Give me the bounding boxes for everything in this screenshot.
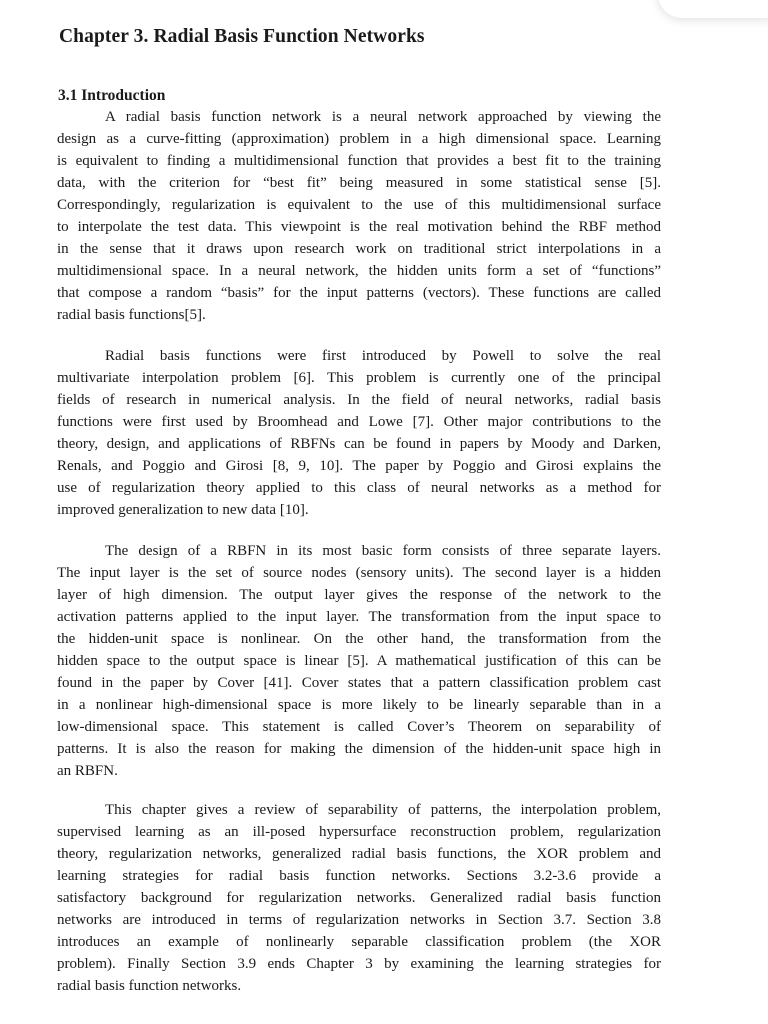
paragraph-line: radial basis functions[5]. — [57, 307, 206, 323]
paragraph-line: hidden space to the output space is linear [5]. A mathematical justification of this can be — [57, 653, 661, 669]
section-heading: 3.1 Introduction — [58, 87, 166, 104]
paragraph-line: low-dimensional space. This statement is called Cover’s Theorem on separability of — [57, 719, 661, 735]
paragraph-line: theory, regularization networks, generalized radial basis functions, the XOR problem and — [57, 846, 661, 862]
paragraph-line: in the sense that it draws upon research work on traditional strict interpolations in a — [57, 241, 661, 257]
paragraph-line: Radial basis functions were first introduced by Powell to solve the real — [105, 348, 661, 364]
paragraph-line: The design of a RBFN in its most basic form consists of three separate layers. — [105, 543, 661, 559]
paragraph-2 — [57, 345, 661, 521]
paragraph-line: introduces an example of nonlinearly separable classification problem (the XOR — [57, 934, 661, 950]
chapter-title: Chapter 3. Radial Basis Function Networks — [59, 26, 425, 47]
paragraph-line: radial basis function networks. — [57, 978, 242, 994]
paragraph-line: in a nonlinear high-dimensional space is more likely to be linearly separable than in a — [57, 697, 661, 713]
paragraph-line: satisfactory background for regularization networks. Generalized radial basis function — [57, 890, 661, 906]
paragraph-line: layer of high dimension. The output layer gives the response of the network to the — [57, 587, 661, 603]
corner-overlay — [658, 0, 768, 18]
paragraph-line: Correspondingly, regularization is equivalent to the use of this multidimensional surface — [57, 197, 661, 213]
paragraph-line: multidimensional space. In a neural network, the hidden units form a set of “functions” — [57, 263, 661, 279]
paragraph-line: theory, design, and applications of RBFNs can be found in papers by Moody and Darken, — [57, 436, 661, 452]
paragraph-3 — [57, 540, 661, 782]
paragraph-4 — [57, 799, 661, 997]
paragraph-line: The input layer is the set of source nodes (sensory units). The second layer is a hidden — [57, 565, 661, 581]
paragraph-line: networks are introduced in terms of regularization networks in Section 3.7. Section 3.8 — [57, 912, 661, 928]
paragraph-line: data, with the criterion for “best fit” being measured in some statistical sense [5]. — [57, 175, 661, 191]
paragraph-line: design as a curve-fitting (approximation) problem in a high dimensional space. Learning — [57, 131, 661, 147]
paragraph-line: Renals, and Poggio and Girosi [8, 9, 10]. The paper by Poggio and Girosi explains the — [57, 458, 661, 474]
paragraph-line: is equivalent to finding a multidimensional function that provides a best fit to the training — [57, 153, 661, 169]
paragraph-line: multivariate interpolation problem [6]. This problem is currently one of the principal — [57, 370, 661, 386]
paragraph-line: problem). Finally Section 3.9 ends Chapter 3 by examining the learning strategies for — [57, 956, 661, 972]
paragraph-line: the hidden-unit space is nonlinear. On the other hand, the transformation from the — [57, 631, 661, 647]
paragraph-line: to interpolate the test data. This viewpoint is the real motivation behind the RBF method — [57, 219, 661, 235]
paragraph-line: This chapter gives a review of separability of patterns, the interpolation problem, — [105, 802, 661, 818]
paragraph-line: patterns. It is also the reason for making the dimension of the hidden-unit space high in — [57, 741, 661, 757]
paragraph-line: that compose a random “basis” for the input patterns (vectors). These functions are called — [57, 285, 661, 301]
paragraph-line: use of regularization theory applied to this class of neural networks as a method for — [57, 480, 661, 496]
paragraph-line: an RBFN. — [57, 763, 118, 779]
paragraph-line: functions were first used by Broomhead and Lowe [7]. Other major contributions to the — [57, 414, 661, 430]
paragraph-line: found in the paper by Cover [41]. Cover states that a pattern classification problem cast — [57, 675, 661, 691]
paragraph-line: fields of research in numerical analysis. In the field of neural networks, radial basis — [57, 392, 661, 408]
paragraph-line: activation patterns applied to the input layer. The transformation from the input space to — [57, 609, 661, 625]
paragraph-line: A radial basis function network is a neural network approached by viewing the — [105, 109, 661, 125]
paragraph-1 — [57, 106, 661, 326]
paragraph-line: improved generalization to new data [10]. — [57, 502, 309, 518]
paragraph-line: supervised learning as an ill-posed hypersurface reconstruction problem, regularization — [57, 824, 661, 840]
paragraph-line: learning strategies for radial basis function networks. Sections 3.2-3.6 provide a — [57, 868, 661, 884]
